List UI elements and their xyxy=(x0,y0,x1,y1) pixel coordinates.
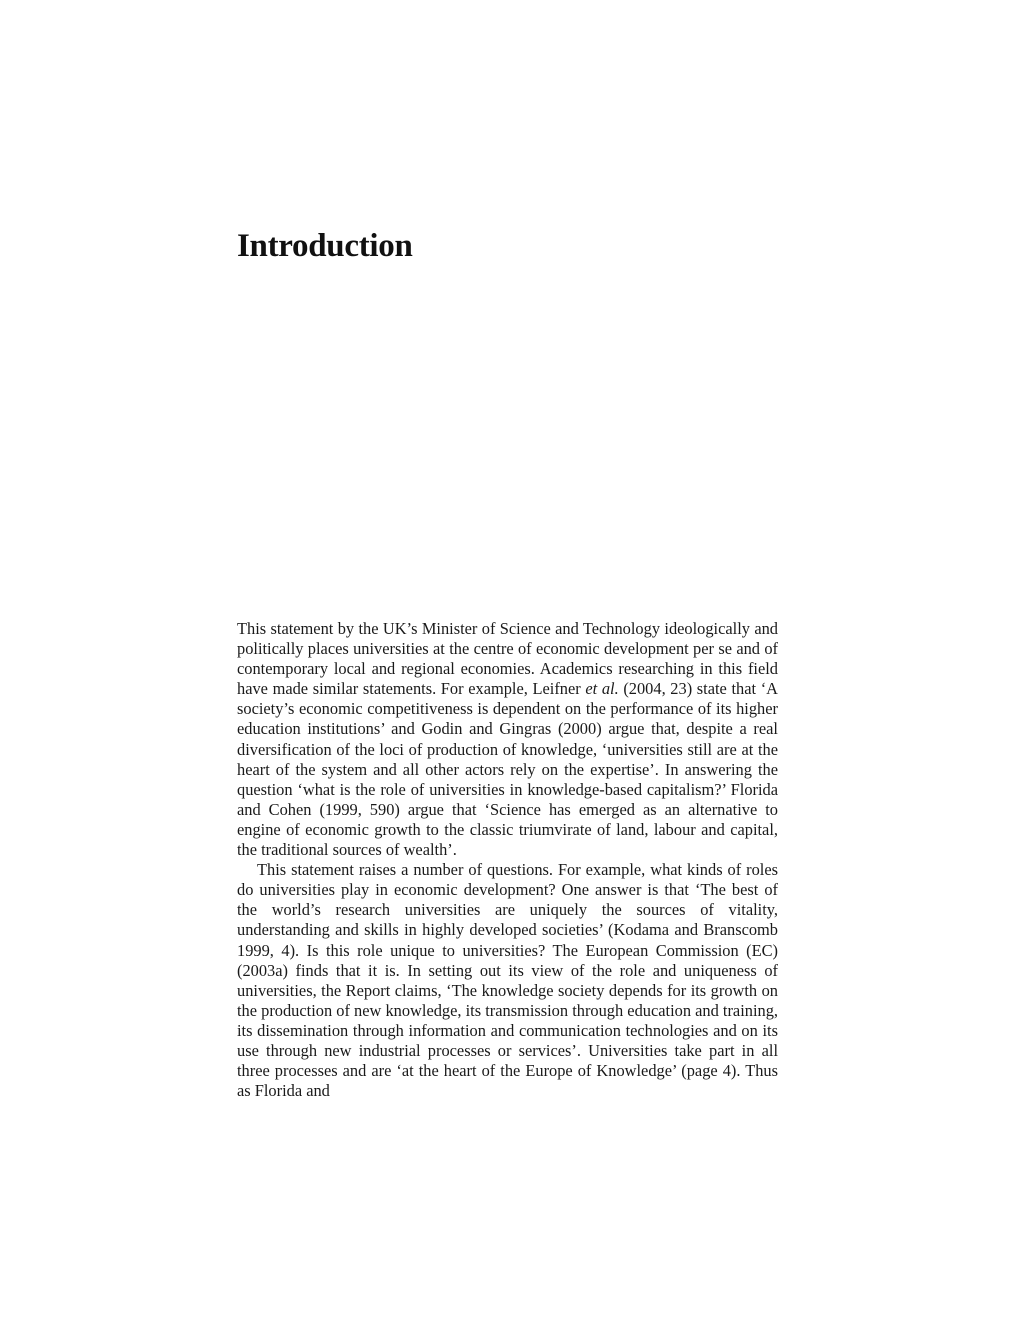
paragraph-1-text-a: This statement by the UK’s Minister of Science and Technology ideologically and politically places universities at the centre of economic development per se and of contemporary local and regional economies. Academics researching in this field have made similar statements. For example, Leifner xyxy=(237,619,778,699)
paragraph-2: This statement raises a number of questions. For example, what kinds of roles do universities play in economic development? One answer is that ‘The best of the world’s research universities are uniquely the sources of vitality, understanding and skills in highly developed societies’ (Kodama and Branscomb 1999, 4). Is this role unique to universities? The European Commission (EC) (2003a) finds that it is. In setting out its view of the role and uniqueness of universities, the Report claims, ‘The knowledge society depends for its growth on the production of new knowledge, its transmission through education and training, its dissemination through information and communication technologies and on its use through new industrial processes or services’. Universities take part in all three processes and are ‘at the heart of the Europe of Knowledge’ (page 4). Thus as Florida and xyxy=(237,860,778,1101)
chapter-title: Introduction xyxy=(237,228,413,264)
body-text xyxy=(237,619,778,1101)
paragraph-1-italic-et-al: et al. xyxy=(585,679,619,699)
paragraph-1-text-b: (2004, 23) state that ‘A society’s economic competitiveness is dependent on the performance of its higher education institutions’ and Godin and Gingras (2000) argue that, despite a real diversification of the loci of production of knowledge, ‘universities still are at the heart of the system and all other actors rely on the expertise’. In answering the question ‘what is the role of universities in knowledge-based capitalism?’ Florida and Cohen (1999, 590) argue that ‘Science has emerged as an alternative to engine of economic growth to the classic triumvirate of land, labour and capital, the traditional sources of wealth’. xyxy=(237,679,778,860)
paragraph-1 xyxy=(237,619,778,860)
